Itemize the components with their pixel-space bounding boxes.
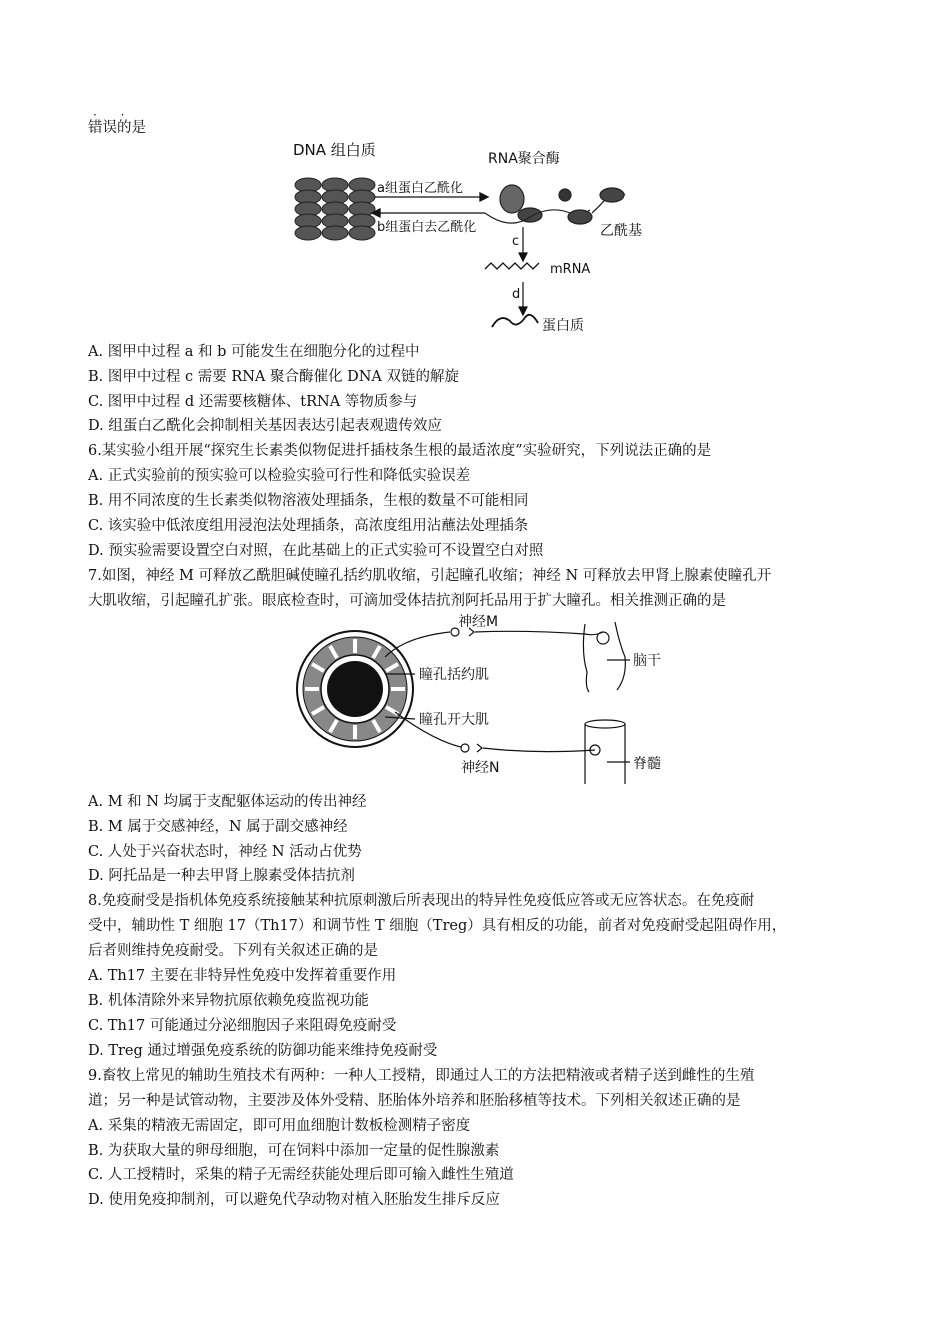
q7-option-c: C. 人处于兴奋状态时，神经 N 活动占优势 <box>88 844 362 860</box>
protein-chain <box>492 315 538 327</box>
q9-option-b: B. 为获取大量的卵母细胞，可在饲料中添加一定量的促性腺激素 <box>88 1143 500 1159</box>
rna-polymerase-label: RNA聚合酶 <box>488 151 560 167</box>
q7-option-d: D. 阿托品是一种去甲肾上腺素受体拮抗剂 <box>88 868 355 884</box>
process-b-label: b组蛋白去乙酰化 <box>377 220 477 235</box>
q9-stem-line1: 9.畜牧上常见的辅助生殖技术有两种：一种人工授精，即通过人工的方法把精液或者精子送到雌性的生殖 <box>88 1068 755 1084</box>
q6-stem: 6.某实验小组开展“探究生长素类似物促进扦插枝条生根的最适浓度”实验研究，下列说法正确的是 <box>88 443 712 459</box>
nerve-m-label: 神经M <box>458 614 499 630</box>
q8-stem-line2: 受中，辅助性 T 细胞 17（Th17）和调节性 T 细胞（Treg）具有相反的功能，前者对免疫耐受起阻碍作用， <box>88 918 787 934</box>
intro-text: 错误的是 <box>88 120 146 136</box>
q5-option-a: A. 图甲中过程 a 和 b 可能发生在细胞分化的过程中 <box>88 344 420 360</box>
brainstem-label: 脑干 <box>633 653 661 669</box>
q5-option-d: D. 组蛋白乙酰化会抑制相关基因表达引起表观遗传效应 <box>88 418 442 434</box>
q6-option-a: A. 正式实验前的预实验可以检验实验可行性和降低实验误差 <box>88 468 471 484</box>
process-arrows <box>372 193 488 217</box>
dilator-label: 瞳孔开大肌 <box>419 712 489 728</box>
q8-stem-line1: 8.免疫耐受是指机体免疫系统接触某种抗原刺激后所表现出的特异性免疫低应答或无应答状态。在免疫耐 <box>88 893 755 909</box>
nerve-n-label: 神经N <box>461 760 500 776</box>
acetyl-label: 乙酰基 <box>600 223 642 239</box>
q9-option-d: D. 使用免疫抑制剂，可以避免代孕动物对植入胚胎发生排斥反应 <box>88 1192 500 1208</box>
chromatin-condensed <box>295 178 375 240</box>
protein-label: 蛋白质 <box>542 318 584 334</box>
spinal-cord-label: 脊髓 <box>633 756 661 772</box>
q8-option-c: C. Th17 可能通过分泌细胞因子来阻碍免疫耐受 <box>88 1018 397 1034</box>
q7-stem-line1: 7.如图，神经 M 可释放乙酰胆碱使瞳孔括约肌收缩，引起瞳孔收缩；神经 N 可释放去甲肾上腺素使瞳孔开 <box>88 568 772 584</box>
process-a-label: a组蛋白乙酰化 <box>377 181 463 196</box>
chromatin-open <box>485 185 625 224</box>
q8-option-a: A. Th17 主要在非特异性免疫中发挥着重要作用 <box>88 968 397 984</box>
q9-option-c: C. 人工授精时，采集的精子无需经获能处理后即可输入雌性生殖道 <box>88 1167 514 1183</box>
q8-option-b: B. 机体清除外来异物抗原依赖免疫监视功能 <box>88 993 369 1009</box>
spinal-cord-shape <box>585 720 630 784</box>
q7-stem-line2: 大肌收缩，引起瞳孔扩张。眼底检查时，可滴加受体拮抗剂阿托品用于扩大瞳孔。相关推测正确的是 <box>88 593 726 609</box>
q9-option-a: A. 采集的精液无需固定，即可用血细胞计数板检测精子密度 <box>88 1118 471 1134</box>
q7-option-a: A. M 和 N 均属于支配躯体运动的传出神经 <box>88 794 367 810</box>
q8-option-d: D. Treg 通过增强免疫系统的防御功能来维持免疫耐受 <box>88 1043 438 1059</box>
process-c-label: c <box>512 234 520 249</box>
q6-option-b: B. 用不同浓度的生长素类似物溶液处理插条，生根的数量不可能相同 <box>88 493 529 509</box>
q7-option-b: B. M 属于交感神经，N 属于副交感神经 <box>88 819 348 835</box>
q5-option-c: C. 图甲中过程 d 还需要核糖体、tRNA 等物质参与 <box>88 394 418 410</box>
q8-stem-line3: 后者则维持免疫耐受。下列有关叙述正确的是 <box>88 943 378 959</box>
brainstem-shape <box>583 622 630 692</box>
mrna-label: mRNA <box>550 262 591 277</box>
mrna-strand <box>485 263 539 269</box>
sphincter-label: 瞳孔括约肌 <box>419 667 489 683</box>
q6-option-c: C. 该实验中低浓度组用浸泡法处理插条，高浓度组用沾蘸法处理插条 <box>88 518 529 534</box>
nerve-paths <box>385 628 603 752</box>
q5-option-b: B. 图甲中过程 c 需要 RNA 聚合酶催化 DNA 双链的解旋 <box>88 369 460 385</box>
q9-stem-line2: 道；另一种是试管动物，主要涉及体外受精、胚胎体外培养和胚胎移植等技术。下列相关叙述正确的是 <box>88 1093 741 1109</box>
figure-histone-acetylation <box>280 135 680 340</box>
q6-option-d: D. 预实验需要设置空白对照，在此基础上的正式实验可不设置空白对照 <box>88 543 544 559</box>
emphasis-dots: · · <box>93 108 135 122</box>
figure-pupil-nerves <box>285 612 685 787</box>
dna-histone-label: DNA 组白质 <box>293 141 376 159</box>
process-d-label: d <box>512 287 521 302</box>
